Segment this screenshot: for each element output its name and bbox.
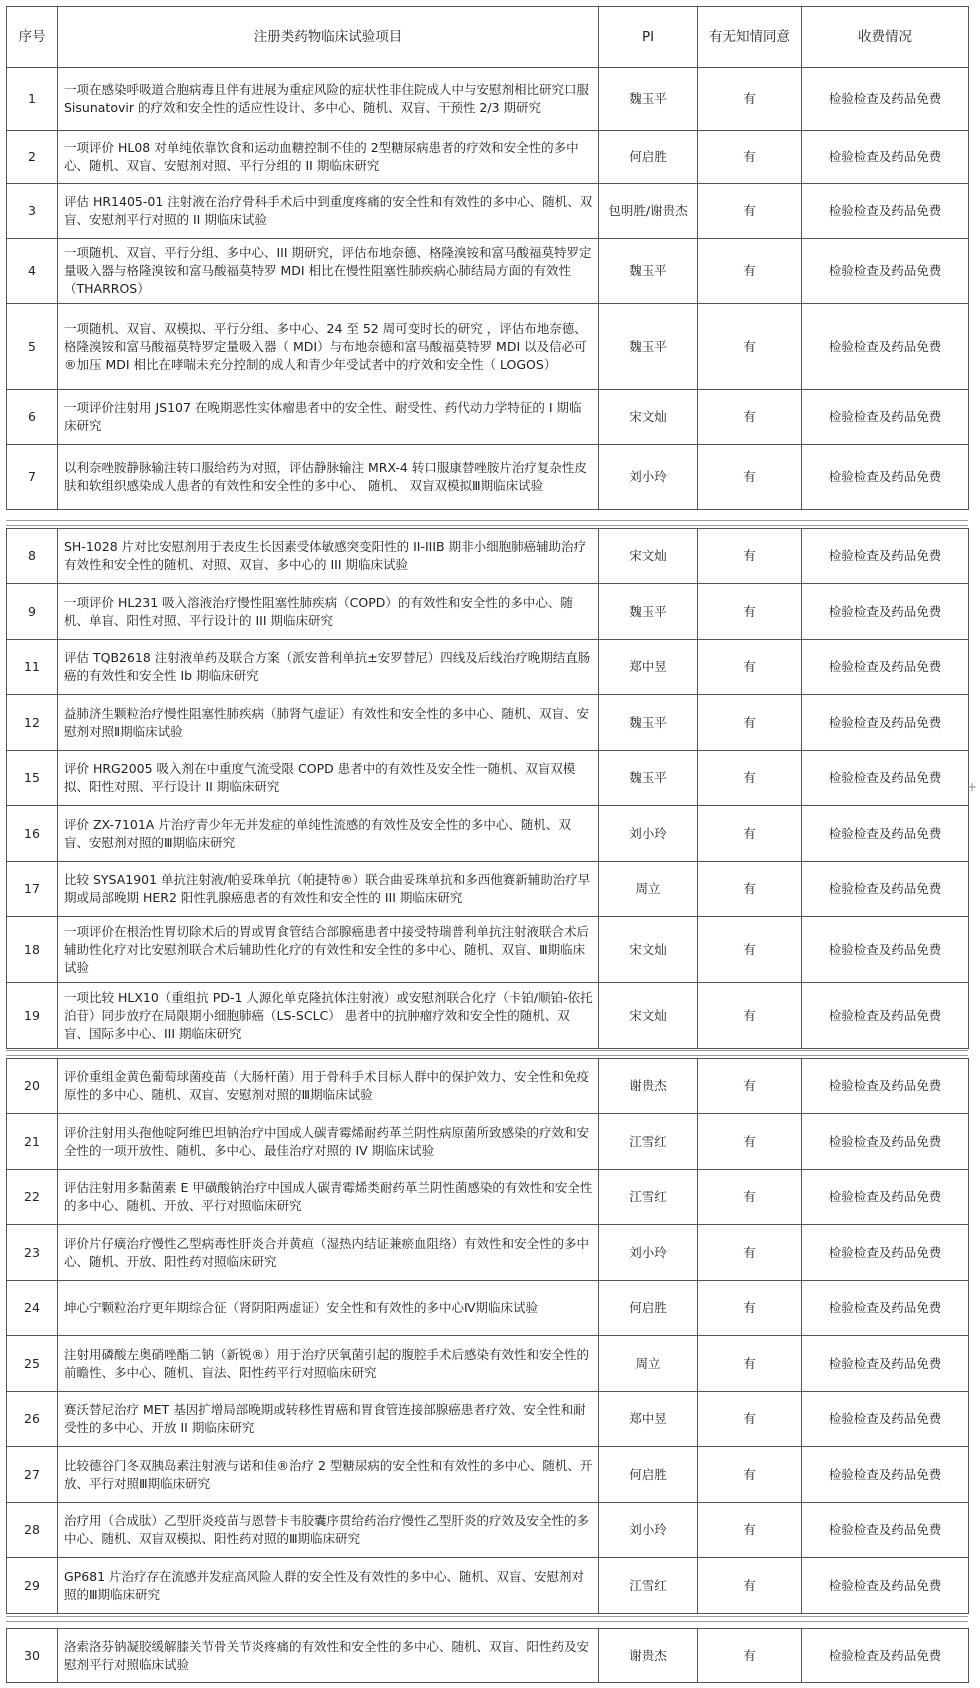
row-consent: 有 — [698, 1629, 802, 1683]
row-consent: 有 — [698, 529, 802, 584]
row-project: 评估注射用多黏菌素 E 甲磺酸钠治疗中国成人碳青霉烯类耐药革兰阴性菌感染的有效性和安全性的多中心、随机、开放、平行对照临床研究 — [58, 1170, 599, 1225]
row-pi: 江雪红 — [599, 1170, 698, 1225]
row-pi: 谢贵杰 — [599, 1059, 698, 1114]
row-no: 17 — [7, 862, 58, 917]
row-fee: 检验检查及药品免费 — [802, 1170, 969, 1225]
row-no: 2 — [7, 131, 58, 184]
row-fee: 检验检查及药品免费 — [802, 1059, 969, 1114]
row-project: 一项评价在根治性胃切除术后的胃或胃食管结合部腺癌患者中接受特瑞普利单抗注射液联合术后辅助性化疗对比安慰剂联合术后辅助性化疗的有效性和安全性的多中心、随机、双盲、Ⅲ期临床试验 — [58, 917, 599, 983]
table-row — [7, 917, 969, 983]
row-pi: 江雪红 — [599, 1114, 698, 1170]
row-consent: 有 — [698, 304, 802, 390]
row-pi: 刘小玲 — [599, 1225, 698, 1281]
row-no: 12 — [7, 695, 58, 751]
row-no: 21 — [7, 1114, 58, 1170]
row-pi: 江雪红 — [599, 1558, 698, 1614]
row-consent: 有 — [698, 1392, 802, 1447]
row-no: 5 — [7, 304, 58, 390]
table-row — [7, 1503, 969, 1558]
row-project: 评价重组金黄色葡萄球菌疫苗（大肠杆菌）用于骨科手术目标人群中的保护效力、安全性和免疫原性的多中心、随机、双盲、安慰剂对照的Ⅲ期临床试验 — [58, 1059, 599, 1114]
row-no: 16 — [7, 806, 58, 862]
row-pi: 刘小玲 — [599, 445, 698, 510]
row-fee: 检验检查及药品免费 — [802, 1225, 969, 1281]
table-row — [7, 1558, 969, 1614]
row-fee: 检验检查及药品免费 — [802, 1558, 969, 1614]
row-no: 23 — [7, 1225, 58, 1281]
table-row — [7, 1392, 969, 1447]
table-row — [7, 390, 969, 445]
row-pi: 魏玉平 — [599, 68, 698, 131]
row-fee: 检验检查及药品免费 — [802, 1114, 969, 1170]
row-consent: 有 — [698, 445, 802, 510]
table-row — [7, 184, 969, 239]
row-consent: 有 — [698, 131, 802, 184]
table-row — [7, 1336, 969, 1392]
row-no: 22 — [7, 1170, 58, 1225]
row-no: 30 — [7, 1629, 58, 1683]
row-no: 18 — [7, 917, 58, 983]
page-break-divider — [6, 1050, 968, 1056]
row-project: 比较德谷门冬双胰岛素注射液与诺和佳®治疗 2 型糖尿病的安全性和有效性的多中心、随机、开放、平行对照Ⅲ期临床研究 — [58, 1447, 599, 1503]
row-project: 评价 HRG2005 吸入剂在中重度气流受限 COPD 患者中的有效性及安全性一随机、双盲双模拟、阳性对照、平行设计 II 期临床研究 — [58, 751, 599, 806]
table-row — [7, 239, 969, 304]
row-project: 洛索洛芬钠凝胶缓解膝关节骨关节炎疼痛的有效性和安全性的多中心、随机、双盲、阳性药及安慰剂平行对照临床试验 — [58, 1629, 599, 1683]
row-no: 8 — [7, 529, 58, 584]
add-row-icon[interactable]: + — [967, 780, 978, 794]
row-fee: 检验检查及药品免费 — [802, 239, 969, 304]
page-break-divider — [6, 1616, 968, 1622]
row-pi: 魏玉平 — [599, 751, 698, 806]
row-fee: 检验检查及药品免费 — [802, 917, 969, 983]
row-no: 9 — [7, 584, 58, 640]
row-pi: 郑中昱 — [599, 640, 698, 695]
row-no: 15 — [7, 751, 58, 806]
row-no: 20 — [7, 1059, 58, 1114]
row-no: 28 — [7, 1503, 58, 1558]
row-pi: 谢贵杰 — [599, 1629, 698, 1683]
table-row — [7, 751, 969, 806]
row-consent: 有 — [698, 917, 802, 983]
table-row — [7, 695, 969, 751]
row-pi: 周立 — [599, 1336, 698, 1392]
row-no: 25 — [7, 1336, 58, 1392]
row-pi: 魏玉平 — [599, 584, 698, 640]
row-fee: 检验检查及药品免费 — [802, 751, 969, 806]
row-fee: 检验检查及药品免费 — [802, 529, 969, 584]
row-consent: 有 — [698, 68, 802, 131]
row-fee: 检验检查及药品免费 — [802, 1336, 969, 1392]
row-no: 7 — [7, 445, 58, 510]
row-no: 26 — [7, 1392, 58, 1447]
row-project: 赛沃替尼治疗 MET 基因扩增局部晚期或转移性胃癌和胃食管连接部腺癌患者疗效、安全性和耐受性的多中心、开放 II 期临床研究 — [58, 1392, 599, 1447]
row-pi: 郑中昱 — [599, 1392, 698, 1447]
table-row — [7, 1281, 969, 1336]
row-fee: 检验检查及药品免费 — [802, 1281, 969, 1336]
row-consent: 有 — [698, 1114, 802, 1170]
table-row — [7, 806, 969, 862]
row-project: 坤心宁颗粒治疗更年期综合征（肾阴阳两虚证）安全性和有效性的多中心Ⅳ期临床试验 — [58, 1281, 599, 1336]
row-consent: 有 — [698, 806, 802, 862]
row-consent: 有 — [698, 1225, 802, 1281]
row-consent: 有 — [698, 862, 802, 917]
row-no: 19 — [7, 983, 58, 1049]
row-consent: 有 — [698, 983, 802, 1049]
row-fee: 检验检查及药品免费 — [802, 1447, 969, 1503]
row-consent: 有 — [698, 751, 802, 806]
row-fee: 检验检查及药品免费 — [802, 584, 969, 640]
row-pi: 宋文灿 — [599, 917, 698, 983]
row-fee: 检验检查及药品免费 — [802, 806, 969, 862]
row-fee: 检验检查及药品免费 — [802, 390, 969, 445]
row-pi: 宋文灿 — [599, 529, 698, 584]
row-fee: 检验检查及药品免费 — [802, 131, 969, 184]
row-consent: 有 — [698, 640, 802, 695]
row-consent: 有 — [698, 184, 802, 239]
trial-table-block-1 — [6, 6, 969, 510]
row-pi: 包明胜/谢贵杰 — [599, 184, 698, 239]
table-row — [7, 1225, 969, 1281]
table-row — [7, 1447, 969, 1503]
row-project: 一项评价注射用 JS107 在晚期恶性实体瘤患者中的安全性、耐受性、药代动力学特征的 I 期临床研究 — [58, 390, 599, 445]
table-row — [7, 584, 969, 640]
row-fee: 检验检查及药品免费 — [802, 862, 969, 917]
row-consent: 有 — [698, 1447, 802, 1503]
row-fee: 检验检查及药品免费 — [802, 983, 969, 1049]
row-project: 注射用磷酸左奥硝唑酯二钠（新锐®）用于治疗厌氧菌引起的腹腔手术后感染有效性和安全性的前瞻性、多中心、随机、盲法、阳性药平行对照临床研究 — [58, 1336, 599, 1392]
row-consent: 有 — [698, 1281, 802, 1336]
row-fee: 检验检查及药品免费 — [802, 1629, 969, 1683]
table-row — [7, 445, 969, 510]
table-row — [7, 862, 969, 917]
row-project: 比较 SYSA1901 单抗注射液/帕妥珠单抗（帕捷特®）联合曲妥珠单抗和多西他赛新辅助治疗早期或局部晚期 HER2 阳性乳腺癌患者的有效性和安全性的 III 期临床研究 — [58, 862, 599, 917]
row-pi: 周立 — [599, 862, 698, 917]
trial-table-block-3 — [6, 1058, 969, 1614]
row-no: 4 — [7, 239, 58, 304]
row-project: 治疗用（合成肽）乙型肝炎疫苗与恩替卡韦胶囊序贯给药治疗慢性乙型肝炎的疗效及安全性的多中心、随机、双盲双模拟、阳性药对照的Ⅲ期临床研究 — [58, 1503, 599, 1558]
table-row — [7, 1629, 969, 1683]
table-row — [7, 1114, 969, 1170]
row-pi: 何启胜 — [599, 1447, 698, 1503]
row-consent: 有 — [698, 1059, 802, 1114]
table-row — [7, 131, 969, 184]
row-project: 一项随机、双盲、双模拟、平行分组、多中心、24 至 52 周可变时长的研究 ，评估布地奈德、格隆溴铵和富马酸福莫特罗定量吸入器（ MDI）与布地奈德和富马酸福莫特罗 MDI 以及信必可 ®加压 MDI 相比在哮喘未充分控制的成人和青少年受试者中的疗效和安全性（ LOGOS） — [58, 304, 599, 390]
row-pi: 刘小玲 — [599, 806, 698, 862]
table-row — [7, 983, 969, 1049]
header-fee: 收费情况 — [802, 7, 969, 68]
row-project: 一项随机、双盲、平行分组、多中心、III 期研究，评估布地奈德、格隆溴铵和富马酸福莫特罗定量吸入器与格隆溴铵和富马酸福莫特罗 MDI 相比在慢性阻塞性肺疾病心肺结局方面的有效性（THARROS） — [58, 239, 599, 304]
header-consent: 有无知情同意 — [698, 7, 802, 68]
row-pi: 魏玉平 — [599, 304, 698, 390]
row-consent: 有 — [698, 695, 802, 751]
row-consent: 有 — [698, 1170, 802, 1225]
table-row — [7, 68, 969, 131]
row-fee: 检验检查及药品免费 — [802, 184, 969, 239]
row-no: 3 — [7, 184, 58, 239]
table-row — [7, 304, 969, 390]
header-project: 注册类药物临床试验项目 — [58, 7, 599, 68]
row-consent: 有 — [698, 1503, 802, 1558]
row-project: 一项评价 HL08 对单纯依靠饮食和运动血糖控制不佳的 2型糖尿病患者的疗效和安全性的多中心、随机、双盲、安慰剂对照、平行分组的 II 期临床研究 — [58, 131, 599, 184]
row-fee: 检验检查及药品免费 — [802, 1392, 969, 1447]
row-no: 24 — [7, 1281, 58, 1336]
row-fee: 检验检查及药品免费 — [802, 68, 969, 131]
row-project: 益肺济生颗粒治疗慢性阻塞性肺疾病（肺肾气虚证）有效性和安全性的多中心、随机、双盲、安慰剂对照Ⅱ期临床试验 — [58, 695, 599, 751]
row-pi: 何启胜 — [599, 1281, 698, 1336]
row-pi: 宋文灿 — [599, 390, 698, 445]
row-project: 一项比较 HLX10（重组抗 PD-1 人源化单克隆抗体注射液）或安慰剂联合化疗（卡铂/顺铂-依托泊苷）同步放疗在局限期小细胞肺癌（LS-SCLC） 患者中的抗肿瘤疗效和安全性的随机、双盲、国际多中心、III 期临床研究 — [58, 983, 599, 1049]
trial-table-block-2 — [6, 528, 969, 1049]
row-pi: 何启胜 — [599, 131, 698, 184]
row-project: 评价注射用头孢他啶阿维巴坦钠治疗中国成人碳青霉烯耐药革兰阴性病原菌所致感染的疗效和安全性的一项开放性、随机、多中心、最佳治疗对照的 IV 期临床试验 — [58, 1114, 599, 1170]
row-fee: 检验检查及药品免费 — [802, 445, 969, 510]
row-project: 以利奈唑胺静脉输注转口服给药为对照，评估静脉输注 MRX-4 转口服康替唑胺片治疗复杂性皮肤和软组织感染成人患者的有效性和安全性的多中心、 随机、 双盲双模拟Ⅲ期临床试验 — [58, 445, 599, 510]
row-no: 29 — [7, 1558, 58, 1614]
row-fee: 检验检查及药品免费 — [802, 1503, 969, 1558]
table-row — [7, 1059, 969, 1114]
row-project: 评价 ZX-7101A 片治疗青少年无并发症的单纯性流感的有效性及安全性的多中心、随机、双盲、安慰剂对照的Ⅲ期临床研究 — [58, 806, 599, 862]
row-pi: 刘小玲 — [599, 1503, 698, 1558]
row-consent: 有 — [698, 239, 802, 304]
row-fee: 检验检查及药品免费 — [802, 695, 969, 751]
row-project: SH-1028 片对比安慰剂用于表皮生长因素受体敏感突变阳性的 II-IIIB 期非小细胞肺癌辅助治疗有效性和安全性的随机、对照、双盲、多中心的 III 期临床试验 — [58, 529, 599, 584]
row-pi: 魏玉平 — [599, 695, 698, 751]
row-no: 11 — [7, 640, 58, 695]
row-project: GP681 片治疗存在流感并发症高风险人群的安全性及有效性的多中心、随机、双盲、安慰剂对照的Ⅲ期临床研究 — [58, 1558, 599, 1614]
table-row — [7, 1170, 969, 1225]
row-pi: 魏玉平 — [599, 239, 698, 304]
row-no: 6 — [7, 390, 58, 445]
row-project: 一项在感染呼吸道合胞病毒且伴有进展为重症风险的症状性非住院成人中与安慰剂相比研究口服 Sisunatovir 的疗效和安全性的适应性设计、多中心、随机、双盲、干预性 2/3 期研究 — [58, 68, 599, 131]
row-consent: 有 — [698, 390, 802, 445]
row-fee: 检验检查及药品免费 — [802, 304, 969, 390]
row-no: 27 — [7, 1447, 58, 1503]
row-project: 评估 TQB2618 注射液单药及联合方案（派安普利单抗±安罗替尼）四线及后线治疗晚期结直肠癌的有效性和安全性 Ib 期临床研究 — [58, 640, 599, 695]
row-pi: 宋文灿 — [599, 983, 698, 1049]
header-pi: PI — [599, 7, 698, 68]
row-project: 一项评价 HL231 吸入溶液治疗慢性阻塞性肺疾病（COPD）的有效性和安全性的多中心、随机、单盲、阳性对照、平行设计的 III 期临床研究 — [58, 584, 599, 640]
header-no: 序号 — [7, 7, 58, 68]
row-no: 1 — [7, 68, 58, 131]
trial-table-block-4 — [6, 1628, 969, 1683]
page-break-divider — [6, 520, 968, 526]
row-consent: 有 — [698, 584, 802, 640]
row-fee: 检验检查及药品免费 — [802, 640, 969, 695]
row-consent: 有 — [698, 1558, 802, 1614]
table-header-row — [7, 7, 969, 68]
table-row — [7, 529, 969, 584]
row-consent: 有 — [698, 1336, 802, 1392]
row-project: 评估 HR1405-01 注射液在治疗骨科手术后中到重度疼痛的安全性和有效性的多中心、随机、双盲、安慰剂平行对照的 II 期临床试验 — [58, 184, 599, 239]
row-project: 评价片仔癀治疗慢性乙型病毒性肝炎合并黄疸（湿热内结证兼瘀血阻络）有效性和安全性的多中心、随机、开放、阳性药对照临床研究 — [58, 1225, 599, 1281]
table-row — [7, 640, 969, 695]
